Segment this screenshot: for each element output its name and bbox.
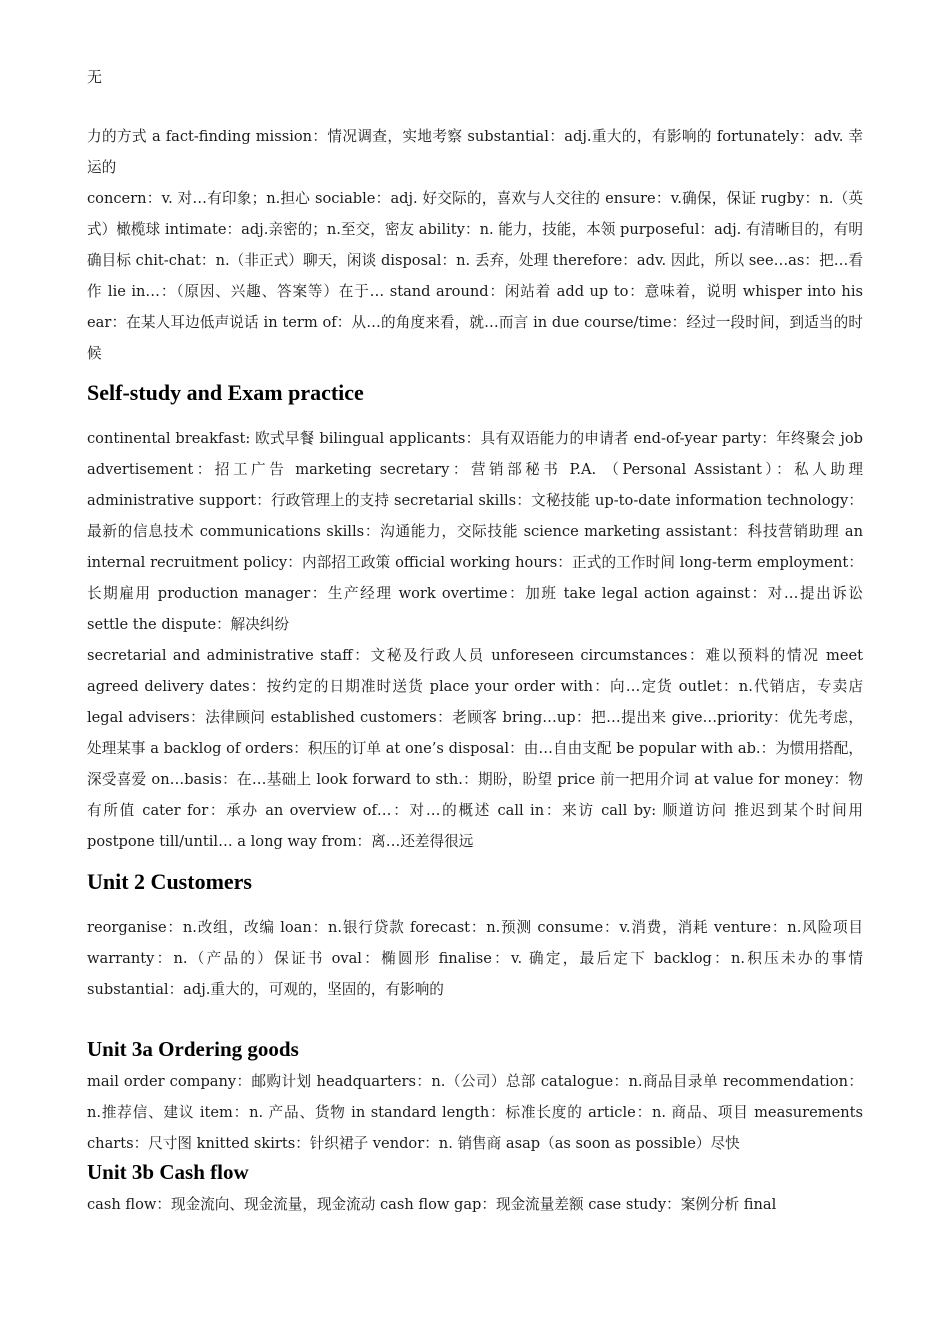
- self-study-vocabulary-block: [87, 423, 863, 857]
- unit-2-vocabulary-block: [87, 912, 863, 1005]
- self-study-paragraph-1: continental breakfast: 欧式早餐 bilingual applicants：具有双语能力的申请者 end-of-year party：年终聚会 job advertisement：招工广告 marketing secretary：营销部秘书 P.A. （Personal Assistant）：私人助理 administrative support：行政管理上的支持 secretarial skills：文秘技能 up-to-date information technology：最新的信息技术 communications skills：沟通能力，交际技能 science marketing assistant：科技营销助理 an internal recruitment policy：内部招工政策 official working hours：正式的工作时间 long-term employment：长期雇用 production manager：生产经理 work overtime：加班 take legal action against：对…提出诉讼 settle the dispute：解决纠纷: [87, 430, 863, 633]
- unit-2-paragraph: reorganise：n.改组，改编 loan：n.银行贷款 forecast：n.预测 consume：v.消费，消耗 venture：n.风险项目 warranty：n.（产品的）保证书 oval：椭圆形 finalise：v. 确定，最后定下 backlog：n.积压未办的事情 substantial：adj.重大的，可观的，坚固的，有影响的: [87, 919, 863, 998]
- section-heading-unit-3b: Unit 3b Cash flow: [87, 1160, 249, 1184]
- intro-vocabulary-block: [87, 121, 863, 369]
- section-heading-unit-2: Unit 2 Customers: [87, 869, 252, 894]
- intro-paragraph-2: concern：v. 对…有印象；n.担心 sociable：adj. 好交际的，喜欢与人交往的 ensure：v.确保，保证 rugby：n.（英式）橄榄球 intimate：adj.亲密的；n.至交，密友 ability：n. 能力，技能，本领 purposeful：adj. 有清晰目的，有明确目标 chit-chat：n.（非正式）聊天，闲谈 disposal：n. 丢弃，处理 therefore：adv. 因此，所以 see…as：把…看作 lie in…：（原因、兴趣、答案等）在于… stand around：闲站着 add up to：意味着，说明 whisper into his ear：在某人耳边低声说话 in term of：从…的角度来看，就…而言 in due course/time：经过一段时间，到适当的时候: [87, 190, 863, 362]
- section-heading-self-study: Self-study and Exam practice: [87, 380, 364, 405]
- section-heading-unit-3a: Unit 3a Ordering goods: [87, 1037, 299, 1061]
- unit-3b-vocabulary-block: [87, 1189, 863, 1220]
- unit-3a-paragraph: mail order company：邮购计划 headquarters：n.（公司）总部 catalogue：n.商品目录单 recommendation：n.推荐信、建议 item：n. 产品、货物 in standard length：标准长度的 article：n. 商品、项目 measurements charts：尺寸图 knitted skirts：针织裙子 vendor：n. 销售商 asap（as soon as possible）尽快: [87, 1073, 863, 1152]
- intro-paragraph-1: 力的方式 a fact-finding mission：情况调查，实地考察 substantial：adj.重大的，有影响的 fortunately：adv. 幸运的: [87, 128, 863, 176]
- page-header-char: 无: [87, 68, 103, 86]
- self-study-paragraph-2: secretarial and administrative staff：文秘及行政人员 unforeseen circumstances：难以预料的情况 meet agreed delivery dates：按约定的日期准时送货 place your order with：向…定货 outlet：n.代销店，专卖店 legal advisers：法律顾问 established customers：老顾客 bring…up：把…提出来 give…priority：优先考虑，处理某事 a backlog of orders：积压的订单 at one’s disposal：由…自由支配 be popular with ab.：为惯用搭配，深受喜爱 on…basis：在…基础上 look forward to sth.：期盼，盼望 price 前一把用介词 at value for money：物有所值 cater for：承办 an overview of…：对…的概述 call in：来访 call by: 顺道访问 推迟到某个时间用 postpone till/until… a long way from：离…还差得很远: [87, 647, 863, 850]
- unit-3a-vocabulary-block: [87, 1066, 863, 1159]
- unit-3b-paragraph: cash flow：现金流向、现金流量，现金流动 cash flow gap：现金流量差额 case study：案例分析 final: [87, 1196, 777, 1213]
